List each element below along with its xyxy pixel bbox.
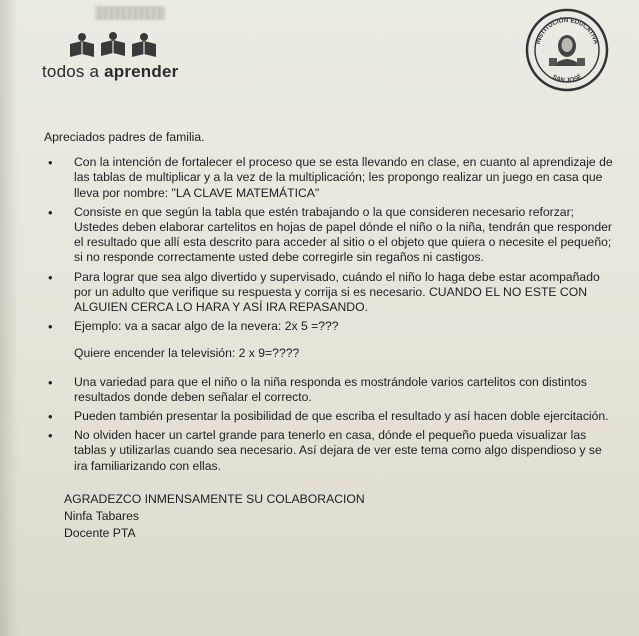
closing-thanks: AGRADEZCO INMENSAMENTE SU COLABORACION	[64, 491, 365, 506]
scan-edge-shadow	[0, 0, 18, 636]
list-item-text: No olviden hacer un cartel grande para tenerlo en casa, dónde el pequeño pueda visualizar las tablas y utilizarlas cuando sea necesario. Así dejara de ver este tema como algo dispendioso y se ira familiarizando con ellas.	[74, 428, 602, 473]
logo-text	[42, 62, 178, 82]
instructions-list-continued	[44, 375, 614, 474]
bullet: •	[48, 428, 53, 444]
seal-top-text: INSTITUCIÓN EDUCATIVA	[534, 16, 600, 45]
list-item-text: Para lograr que sea algo divertido y supervisado, cuándo el niño lo haga debe estar acompañado por un adulto que verifique su respuesta y corrija si es necesario. CUANDO EL NO ESTE CON ALGUIEN CERCA LO HARA Y ASÍ IRA REPASANDO.	[74, 269, 600, 315]
list-item	[44, 375, 614, 405]
bullet: •	[48, 374, 53, 390]
seal-portrait-icon	[549, 35, 585, 66]
list-item-text: Pueden también presentar la posibilidad de que escriba el resultado y así hacen doble ejercitación.	[74, 409, 609, 424]
open-books-logo-icon	[68, 32, 158, 58]
bullet: •	[48, 409, 53, 425]
greeting: Apreciados padres de familia.	[44, 130, 205, 144]
list-item-text: Con la intención de fortalecer el proceso que se esta llevando en clase, en cuanto al aprendizaje de las tablas de multiplicar y a la vez de la multiplicación; les propongo realizar un juego en casa que lleva por nombre: "LA CLAVE MATEMÁTICA"	[74, 155, 613, 200]
list-item	[44, 428, 614, 474]
signer-role: Docente PTA	[64, 526, 136, 541]
list-item-text: Una variedad para que el niño o la niña responda es mostrándole varios cartelitos con distintos resultados donde deben señalar el correcto.	[74, 374, 587, 404]
signer-name: Ninfa Tabares	[64, 509, 139, 524]
blurred-header-text	[95, 6, 165, 20]
list-item-text: Consiste en que según la tabla que estén trabajando o la que consideren necesario reforzar; Ustedes deben elaborar cartelitos en hojas de papel dónde el niño o la niña, tendrán que responder el resultado que allí esta descrito para acceder al sitio o el objeto que quiera o necesite el pequeño; si no responde correctamente usted debe corregirle sin regaños ni castigos.	[74, 204, 612, 265]
example-extra-line: Quiere encender la televisión: 2 x 9=????	[74, 346, 300, 361]
list-item	[44, 319, 614, 334]
list-item	[44, 409, 614, 424]
svg-text:SAN JOSÉ	[551, 73, 583, 84]
logo-text-regular: todos a	[42, 62, 105, 81]
letter-body	[44, 130, 614, 543]
seal-bottom-text: SAN JOSÉ	[551, 73, 583, 85]
list-item	[44, 155, 614, 201]
list-item	[44, 270, 614, 316]
logo-text-bold: aprender	[104, 62, 179, 81]
bullet: •	[48, 155, 53, 171]
bullet: •	[48, 204, 53, 220]
list-item-text: Ejemplo: va a sacar algo de la nevera: 2x 5 =???	[74, 319, 339, 334]
letter-closing	[44, 492, 614, 542]
todos-a-aprender-logo	[42, 32, 192, 80]
bullet: •	[48, 319, 53, 335]
bullet: •	[48, 269, 53, 285]
instructions-list	[44, 155, 614, 334]
school-seal-stamp	[525, 8, 609, 92]
list-item	[44, 205, 614, 266]
